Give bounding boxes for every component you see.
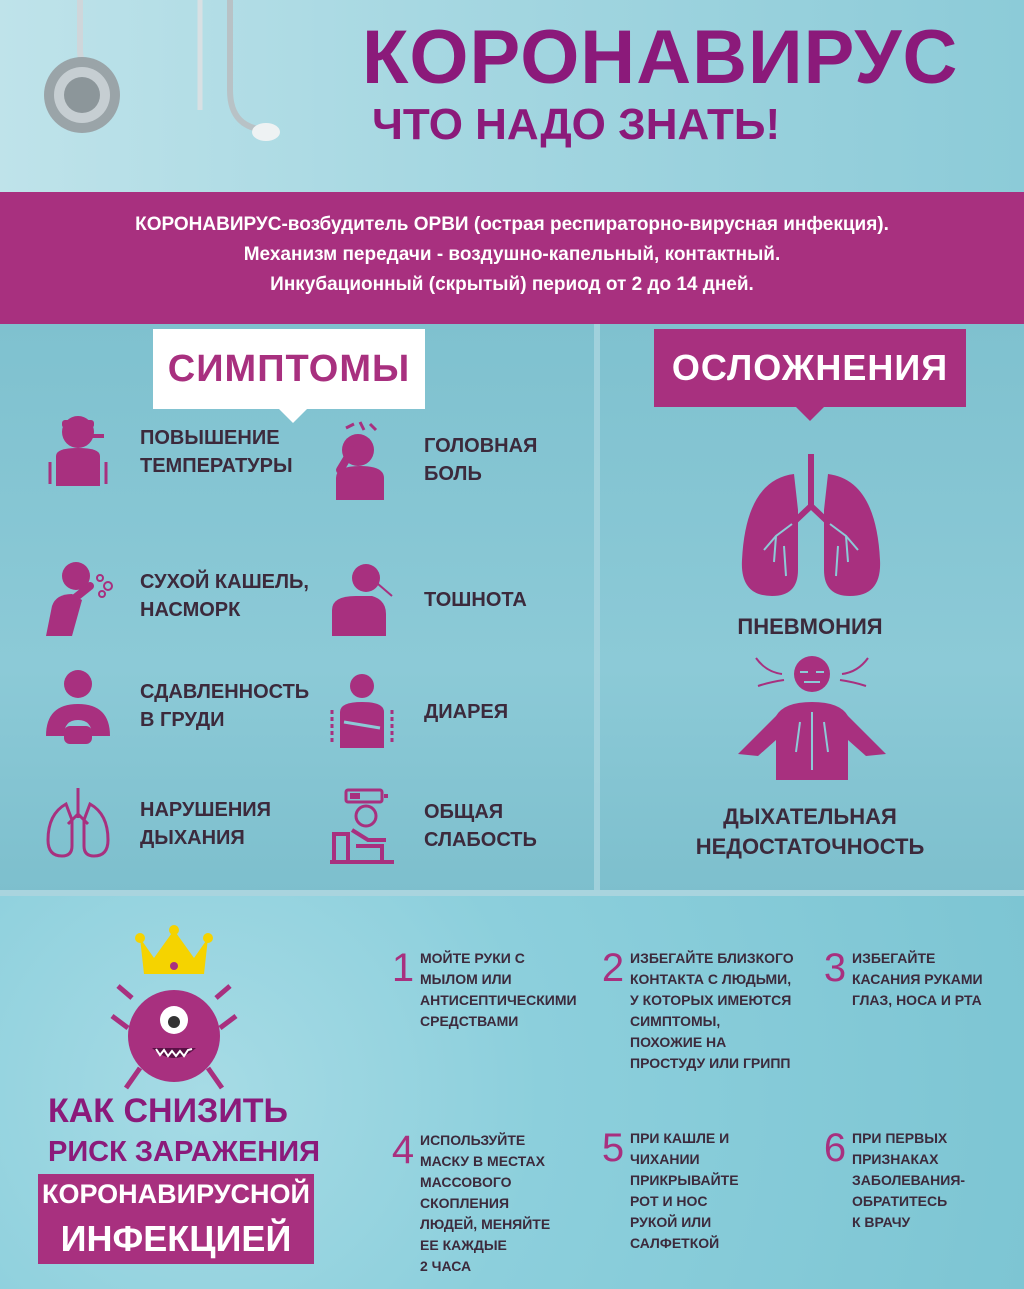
- symptom-item: [42, 556, 309, 636]
- symptom-item: [42, 666, 309, 746]
- symptoms-complications-section: [0, 324, 1024, 894]
- heading-pointer: [796, 407, 824, 421]
- symptom-item: [326, 560, 527, 640]
- prevention-tip: [818, 1128, 965, 1233]
- prevention-title-line: РИСК ЗАРАЖЕНИЯ: [48, 1136, 320, 1168]
- lungs-icon: [736, 450, 886, 600]
- prevention-tip: [386, 1130, 550, 1277]
- symptom-item: [326, 786, 537, 866]
- banner-line: КОРОНАВИРУС-возбудитель ОРВИ (острая респираторно-вирусная инфекция).: [135, 214, 889, 235]
- tip-number: 5: [601, 1126, 625, 1170]
- complications-heading-label: ОСЛОЖНЕНИЯ: [671, 347, 949, 388]
- symptoms-heading-label: СИМПТОМЫ: [167, 347, 411, 390]
- complication-label: ДЫХАТЕЛЬНАЯ НЕДОСТАТОЧНОСТЬ: [695, 804, 925, 859]
- prevention-tip: [596, 948, 794, 1074]
- complications-heading: [654, 329, 966, 407]
- tip-text: ИЗБЕГАЙТЕ КАСАНИЯ РУКАМИ ГЛАЗ, НОСА И РТА: [852, 950, 983, 1008]
- symptom-item: [326, 672, 508, 752]
- prevention-tip: [596, 1128, 739, 1254]
- prevention-title-line: КАК СНИЗИТЬ: [48, 1092, 288, 1130]
- headache-icon: [326, 420, 398, 500]
- tip-text: ИЗБЕГАЙТЕ БЛИЗКОГО КОНТАКТА С ЛЮДЬМИ, У КОТОРЫХ ИМЕЮТСЯ СИМПТОМЫ, ПОХОЖИЕ НА ПРОСТУДУ ИЛИ ГРИПП: [630, 950, 794, 1071]
- symptom-label: СДАВЛЕННОСТЬ В ГРУДИ: [140, 681, 310, 731]
- tip-number: 1: [391, 946, 415, 990]
- prevention-title-line: КОРОНАВИРУСНОЙ: [38, 1174, 314, 1214]
- symptom-label: ТОШНОТА: [424, 589, 527, 611]
- symptom-item: [326, 420, 537, 500]
- tip-number: 2: [601, 946, 625, 990]
- prevention-tip: [386, 948, 577, 1032]
- diarrhea-icon: [326, 672, 398, 752]
- symptom-item: [42, 412, 293, 492]
- banner-line: Механизм передачи - воздушно-капельный, контактный.: [243, 244, 781, 265]
- symptom-label: ГОЛОВНАЯ БОЛЬ: [424, 435, 538, 485]
- virus-mascot-icon: [104, 918, 244, 1098]
- tip-text: ИСПОЛЬЗУЙТЕ МАСКУ В МЕСТАХ МАССОВОГО СКОПЛЕНИЯ ЛЮДЕЙ, МЕНЯЙТЕ ЕЕ КАЖДЫЕ 2 ЧАСА: [420, 1132, 551, 1274]
- prevention-tip: [818, 948, 983, 1011]
- page-subtitle: ЧТО НАДО ЗНАТЬ!: [372, 100, 781, 149]
- page-title: КОРОНАВИРУС: [362, 15, 959, 100]
- breathing-failure-icon: [736, 652, 888, 782]
- symptoms-heading: [153, 329, 425, 409]
- symptom-label: СУХОЙ КАШЕЛЬ, НАСМОРК: [140, 571, 309, 621]
- symptom-label: ДИАРЕЯ: [424, 701, 509, 723]
- tip-number: 6: [823, 1126, 847, 1170]
- nausea-icon: [326, 560, 398, 640]
- lungs-outline-icon: [42, 784, 114, 864]
- cough-icon: [42, 556, 114, 636]
- symptom-label: НАРУШЕНИЯ ДЫХАНИЯ: [140, 799, 272, 849]
- vertical-divider: [594, 324, 600, 890]
- tip-text: ПРИ ПЕРВЫХ ПРИЗНАКАХ ЗАБОЛЕВАНИЯ- ОБРАТИТЕСЬ К ВРАЧУ: [852, 1130, 966, 1230]
- tip-number: 4: [391, 1128, 415, 1172]
- symptom-label: ОБЩАЯ СЛАБОСТЬ: [424, 801, 537, 851]
- tip-text: ПРИ КАШЛЕ И ЧИХАНИИ ПРИКРЫВАЙТЕ РОТ И НОС РУКОЙ ИЛИ САЛФЕТКОЙ: [630, 1130, 739, 1251]
- prevention-section: [0, 896, 1024, 1289]
- chest-pressure-icon: [42, 666, 114, 746]
- tip-text: МОЙТЕ РУКИ С МЫЛОМ ИЛИ АНТИСЕПТИЧЕСКИМИ СРЕДСТВАМИ: [420, 950, 577, 1029]
- tip-number: 3: [823, 946, 847, 990]
- info-banner: [0, 192, 1024, 324]
- banner-line: Инкубационный (скрытый) период от 2 до 14 дней.: [270, 274, 754, 295]
- symptom-item: [42, 784, 271, 864]
- stethoscope-icon: [30, 0, 290, 160]
- weakness-icon: [326, 786, 398, 866]
- symptom-label: ПОВЫШЕНИЕ ТЕМПЕРАТУРЫ: [140, 427, 293, 477]
- header: [0, 0, 1024, 192]
- fever-icon: [42, 412, 114, 492]
- complication-label: ПНЕВМОНИЯ: [737, 614, 883, 639]
- prevention-title-line: ИНФЕКЦИЕЙ: [38, 1214, 314, 1264]
